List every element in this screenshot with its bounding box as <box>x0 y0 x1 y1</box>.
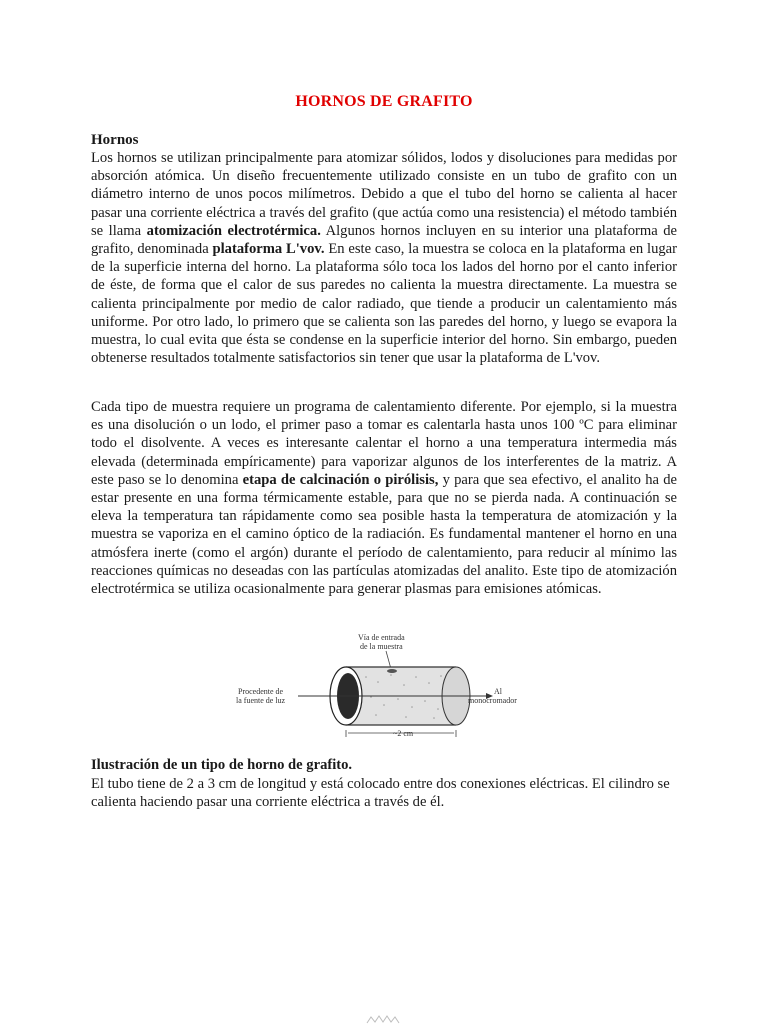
term-atomizacion-electrotermica: atomización electrotérmica. <box>146 222 321 239</box>
furnace-figure <box>236 627 536 742</box>
paragraph-2 <box>91 398 677 598</box>
label-source-line1: Procedente de <box>238 687 284 696</box>
paragraph-1-text-e: En este caso, la muestra se coloca en la plataforma en lugar de la superficie interna del horno. La plataforma sólo toca los lados del horno por el canto inferior de éste, de forma que el calor de sus paredes no calienta la muestra directamente. La muestra se calienta principalmente por medio de calor radiado, que tiende a producir un calentamiento más uniforme. Por otro lado, lo primero que se calienta son las paredes del horno, y luego se evapora la muestra, lo cual evita que ésta se condense en la superficie interior del horno. Sin embargo, pueden obtenerse resultados totalmente satisfactorios sin tener que usar la plataforma de L'vov. <box>91 241 677 367</box>
paragraph-2-text-a: Cada tipo de muestra requiere un programa de calentamiento diferente. Por ejemplo, si la muestra es una disolución o un lodo, el primer paso a tomar es calentarla hasta unos 100 ºC para eliminar todo el disolvente. A veces es interesante calentar el horno a una temperatura intermedia más elevada (determinada empíricamente) para vaporizar algunos de los interferentes de la matriz. A este paso se lo denomina <box>91 399 677 488</box>
label-source-line2: la fuente de luz <box>236 696 286 705</box>
page-title: HORNOS DE GRAFITO <box>295 93 473 110</box>
figure-caption-title: Ilustración de un tipo de horno de grafito. <box>91 757 353 773</box>
section-heading: Hornos <box>91 132 139 148</box>
page-footer-ornament <box>365 1012 405 1024</box>
label-output-line2: monocromador <box>468 696 517 705</box>
sample-inlet-hole <box>387 669 397 673</box>
term-etapa-calcinacion: etapa de calcinación o pirólisis, <box>242 471 439 488</box>
paragraph-1 <box>91 149 677 367</box>
paragraph-1-text-c: Algunos hornos incluyen en su interior una plataforma de grafito, denominada <box>91 222 677 258</box>
figure-caption-body: El tubo tiene de 2 a 3 cm de longitud y está colocado entre dos conexiones eléctricas. El cilindro se calienta haciendo pasar una corriente eléctrica a través de él. <box>91 776 670 811</box>
paragraph-2-text-c: y para que sea efectivo, el analito ha de estar presente en una forma térmicamente estable, para que no se pierda nada. A continuación se eleva la temperatura tan rápidamente como sea posible hasta la temperatura de atomización y la muestra se vaporiza en el camino óptico de la radiación. Es fundamental mantener el horno en una atmósfera inerte (como el argón) durante el período de calentamiento, para reducir al mínimo las reacciones químicas no deseadas con las partículas atomizadas del analito. Este tipo de atomización electrotérmica se utiliza ocasionalmente para generar plasmas para emisiones atómicas. <box>91 471 677 598</box>
label-output-line1: Al <box>494 687 502 696</box>
paragraph-1-text-a: Los hornos se utilizan principalmente para atomizar sólidos, lodos y disoluciones para medidas por absorción atómica. Un diseño frecuentemente utilizado consiste en un tubo de grafito con un diámetro interno de unos pocos milímetros. Debido a que el tubo del horno se calienta al hacer pasar una corriente eléctrica a través del grafito (que actúa como una resistencia) el método también se llama <box>91 150 677 239</box>
label-inlet-line2: de la muestra <box>360 642 403 651</box>
graphite-tube-illustration <box>236 627 536 742</box>
term-plataforma-lvov: plataforma L'vov. <box>212 241 325 258</box>
label-length: ~2 cm <box>393 729 414 738</box>
inlet-pointer <box>386 651 391 669</box>
label-inlet-line1: Vía de entrada <box>358 633 405 642</box>
